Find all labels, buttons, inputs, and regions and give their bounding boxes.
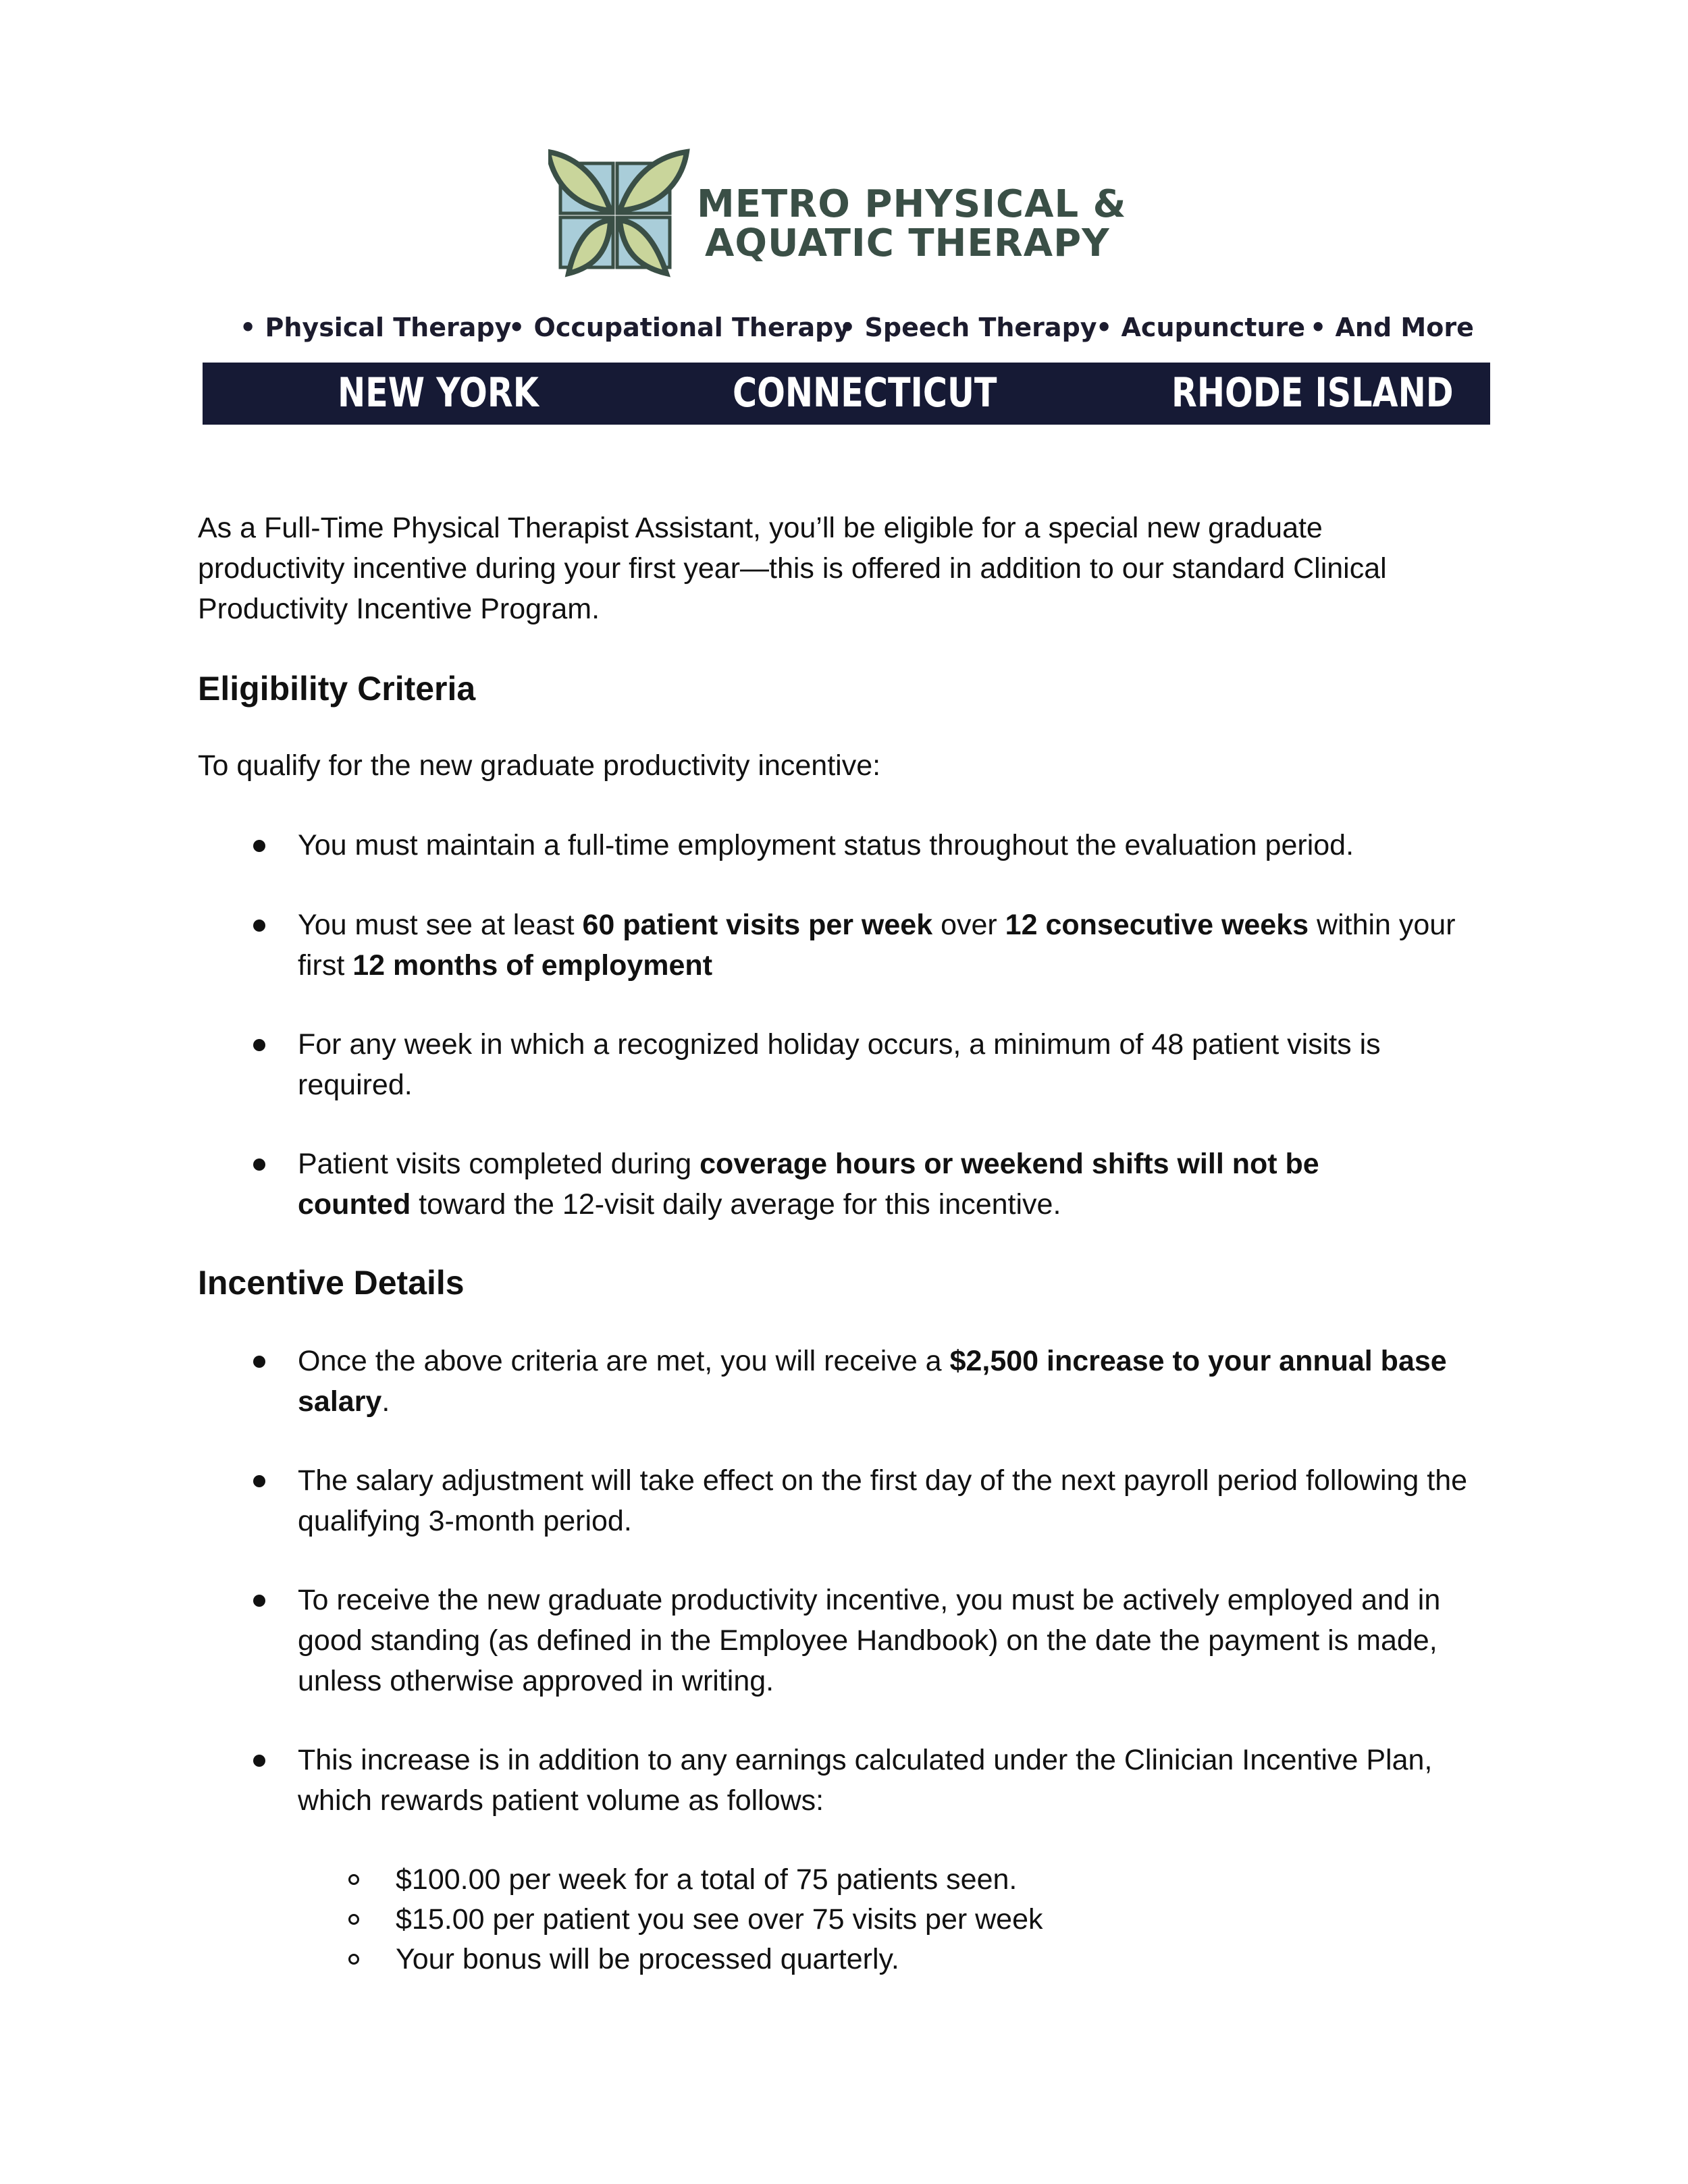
service-speech-therapy: • Speech Therapy [839,313,1097,342]
eligibility-heading: Eligibility Criteria [198,670,476,708]
service-acupuncture: • Acupuncture [1096,313,1306,342]
bullet-text: Once the above criteria are met, you will receive a $2,500 increase to your annual base salary. [298,1345,1447,1418]
sub-item-text: $100.00 per week for a total of 75 patients seen. [396,1863,1018,1896]
bullet-text: The salary adjustment will take effect on the first day of the next payroll period following the qualifying 3-month period. [298,1464,1468,1537]
location-rhode-island: RHODE ISLAND [1171,369,1454,417]
services-list [240,313,1474,353]
logo-text-line-2: AQUATIC THERAPY [705,221,1110,265]
bullet-text: You must maintain a full-time employment status throughout the evaluation period. [298,829,1354,861]
bullet-text: Patient visits completed during coverage hours or weekend shifts will not be counted toward the 12-visit daily average for this incentive. [298,1148,1319,1221]
incentive-heading: Incentive Details [198,1264,465,1302]
bullet-dot [253,1158,265,1171]
logo-text-line-1: METRO PHYSICAL & [697,182,1127,226]
service-physical-therapy: • Physical Therapy [240,313,512,342]
locations-banner [203,363,1490,425]
bullet-text: For any week in which a recognized holiday occurs, a minimum of 48 patient visits is required. [298,1028,1381,1101]
bullet-text: To receive the new graduate productivity incentive, you must be actively employed and in good standing (as defined in the Employee Handbook) on the date the payment is made, unless otherwise approved in writing. [298,1584,1441,1697]
service-occupational-therapy: • Occupational Therapy [508,313,851,342]
bullet-dot [253,1039,265,1051]
sub-item-text: Your bonus will be processed quarterly. [396,1943,899,1975]
sub-item-text: $15.00 per patient you see over 75 visits per week [396,1903,1043,1936]
company-logo [548,149,1156,284]
bullet-dot [253,1356,265,1368]
intro-paragraph: As a Full-Time Physical Therapist Assistant, you’ll be eligible for a special new graduate productivity incentive during your first year—this is offered in addition to our standard Clinical Productivity Incentive Program. [198,512,1387,625]
service-and-more: • And More [1310,313,1474,342]
butterfly-leaf-icon [548,149,690,284]
location-connecticut: CONNECTICUT [733,369,997,417]
bullet-dot [253,840,265,852]
bullet-text: You must see at least 60 patient visits per week over 12 consecutive weeks within your first 12 months of employment [298,909,1456,982]
bullet-dot [253,1595,265,1607]
hollow-bullet-icon [348,1874,359,1885]
bullet-dot [253,1475,265,1487]
hollow-bullet-icon [348,1914,359,1925]
bullet-dot [253,1755,265,1767]
hollow-bullet-icon [348,1954,359,1965]
bullet-dot [253,920,265,932]
bullet-text: This increase is in addition to any earnings calculated under the Clinician Incentive Plan, which rewards patient volume as follows: [298,1744,1433,1817]
location-new-york: NEW YORK [338,369,539,417]
eligibility-lead: To qualify for the new graduate productivity incentive: [198,749,881,782]
